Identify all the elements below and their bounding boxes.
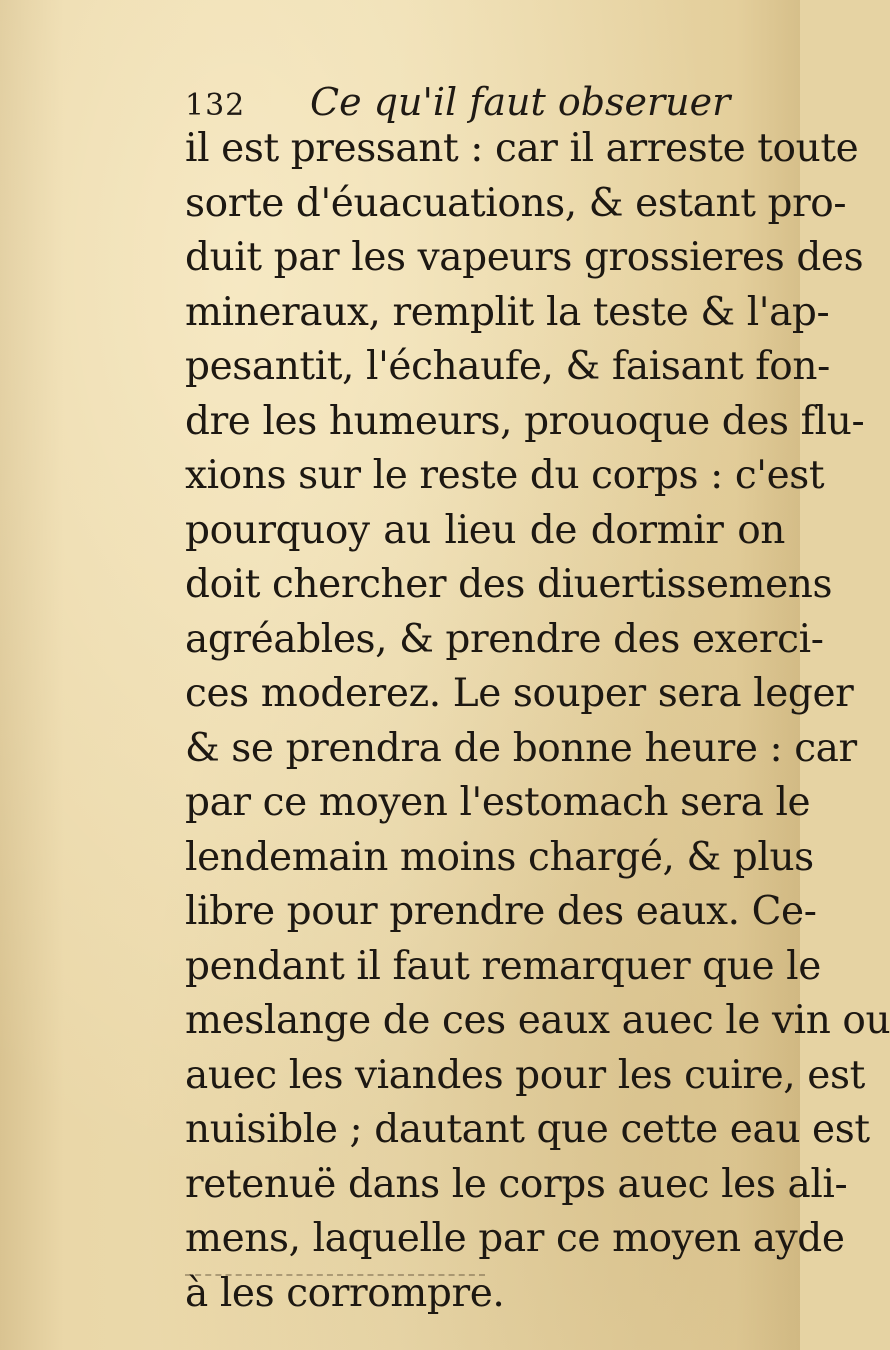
text-line: doit chercher des diuertissemens: [185, 562, 833, 607]
text-line: mens, laquelle par ce moyen ayde: [185, 1216, 845, 1261]
text-line: nuisible ; dautant que cette eau est: [185, 1107, 870, 1152]
text-line: sorte d'éuacuations, & estant pro-: [185, 180, 847, 226]
text-line: dre les humeurs, prouoque des flu-: [185, 398, 865, 444]
text-line: libre pour prendre des eaux. Ce-: [185, 889, 817, 934]
text-line: pendant il faut remarquer que le: [185, 943, 821, 989]
text-line: xions sur le reste du corps : c'est: [185, 453, 825, 498]
text-line: duit par les vapeurs grossieres des: [185, 235, 864, 280]
text-line: auec les viandes pour les cuire, est: [185, 1052, 865, 1098]
text-line: ces moderez. Le souper sera leger: [185, 671, 854, 716]
text-line: & se prendra de bonne heure : car: [185, 725, 857, 771]
text-line: retenuë dans le corps auec les ali-: [185, 1161, 848, 1207]
running-head: Ce qu'il faut obseruer: [310, 80, 731, 124]
text-line: agréables, & prendre des exerci-: [185, 616, 824, 662]
text-line: il est pressant : car il arreste toute: [185, 126, 859, 171]
text-line: meslange de ces eaux auec le vin ou: [185, 998, 890, 1043]
page-number: 132: [185, 88, 246, 123]
text-line: pourquoy au lieu de dormir on: [185, 507, 785, 553]
text-line: par ce moyen l'estomach sera le: [185, 780, 811, 825]
body-text: [185, 122, 890, 1321]
bottom-rule: [185, 1272, 485, 1276]
text-line: mineraux, remplit la teste & l'ap-: [185, 289, 830, 335]
text-line-last: à les corrompre.: [185, 1270, 505, 1316]
text-line: pesantit, l'échaufe, & faisant fon-: [185, 344, 830, 389]
page-header: [185, 70, 731, 130]
text-line: lendemain moins chargé, & plus: [185, 834, 814, 880]
show-through-text: [0, 140, 150, 280]
